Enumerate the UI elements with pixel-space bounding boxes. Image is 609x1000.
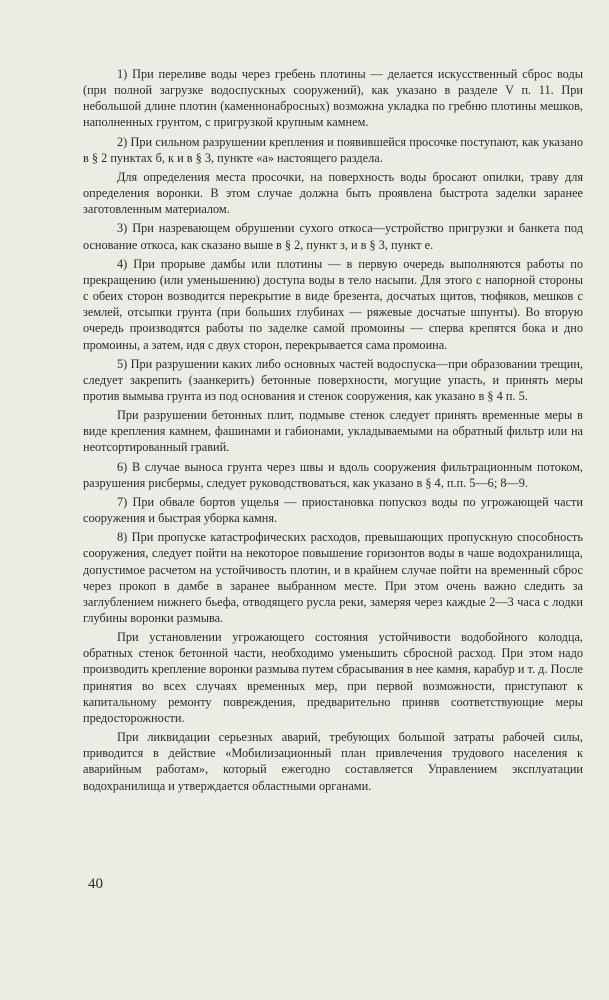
paragraph-6: 5) При разрушении каких либо основных частей водоспуска—при образовании трещин, следует закрепить (заанкерить) бетонные поверхности, могущие упасть, и принять меры против вымыва грунта из под основания и стенок сооружения, как указано в § 4 п. 5. <box>83 356 583 403</box>
paragraph-9: 7) При обвале бортов ущелья — приостановка попускоз воды по угрожающей части сооружения и быстрая уборка камня. <box>83 494 583 526</box>
paragraph-4: 3) При назревающем обрушении сухого откоса—устройство пригрузки и банкета под основание откоса, как сказано выше в § 2, пункт з, и в § 3, пункт е. <box>83 221 583 252</box>
paragraph-8: 6) В случае выноса грунта через швы и вдоль сооружения фильтрационным потоком, разрушения рисбермы, следует руководствоваться, как указано в § 4, п.п. 5—6; 8—9. <box>83 459 583 490</box>
paragraph-7: При разрушении бетонных плит, подмыве стенок следует принять временные меры в виде крепления камнем, фашинами и габионами, укладываемыми на обратный фильтр или на неотсортированный гравий. <box>83 408 583 455</box>
paragraph-11: При установлении угрожающего состояния устойчивости водобойного колодца, обратных стенок бетонной части, необходимо уменьшить сбросной расход. При этом надо производить крепление воронки размыва путем сбрасывания в нее камня, карабур и т. д. После принятия во всех случаях временных мер, при первой возможности, приступают к капитальному ремонту повреждения, предварительно приняв соответствующие меры предосторожности. <box>83 630 583 725</box>
paragraph-2: 2) При сильном разрушении крепления и появившейся просочке поступают, как указано в § 2 пунктах б, к и в § 3, пункте «а» настоящего раздела. <box>83 134 583 165</box>
paragraph-5: 4) При прорыве дамбы или плотины — в первую очередь выполняются работы по прекращению (или уменьшению) доступа воды в тело насыпи. Для этого с напорной стороны с обеих сторон возводится перекрытие в виде брезента, досчатых щитов, тюфяков, мешков с землей, отсыпки грунта (при больших глубинах — ряжевые досчатые шпунты). Во вторую очередь производятся работы по заделке самой промоины — сперва крепятся бока и дно промоины, а затем, идя с двух сторон, перекрывается сама промоина. <box>83 256 583 352</box>
page-number: 40 <box>88 876 103 892</box>
paragraph-1: 1) При переливе воды через гребень плотины — делается искусственный сброс воды (при полной загрузке водоспускных сооружений), как указано в разделе V п. 11. При небольшой длине плотин (каменнонабросных) возможна укладка по гребню плотины мешков, наполненных грунтом, с пригрузкой крупным камнем. <box>83 67 583 130</box>
paragraph-3: Для определения места просочки, на поверхность воды бросают опилки, траву для определения воронки. В этом случае должна быть проявлена быстрота заделки заранее заготовленным материалом. <box>83 169 583 217</box>
body-text <box>83 66 583 797</box>
paragraph-12: При ликвидации серьезных аварий, требующих большой затраты рабочей силы, приводится в действие «Мобилизационный план привлечения трудового населения к аварийным работам», который ежегодно составляется Управлением эксплуатации водохранилища и утверждается областными органами. <box>83 730 583 793</box>
paragraph-10: 8) При пропуске катастрофических расходов, превышающих пропускную способность сооружения, следует пойти на некоторое повышение горизонтов воды в чаше водохранилища, допустимое расчетом на устойчивость плотин, и в крайнем случае пойти на временный сброс через прокоп в дамбе в заранее выбранном месте. При этом очень важно следить за заглублением нижнего бьефа, отводящего русла реки, замеряя через каждые 2—3 часа с лодки глубины воронки размыва. <box>83 530 583 625</box>
